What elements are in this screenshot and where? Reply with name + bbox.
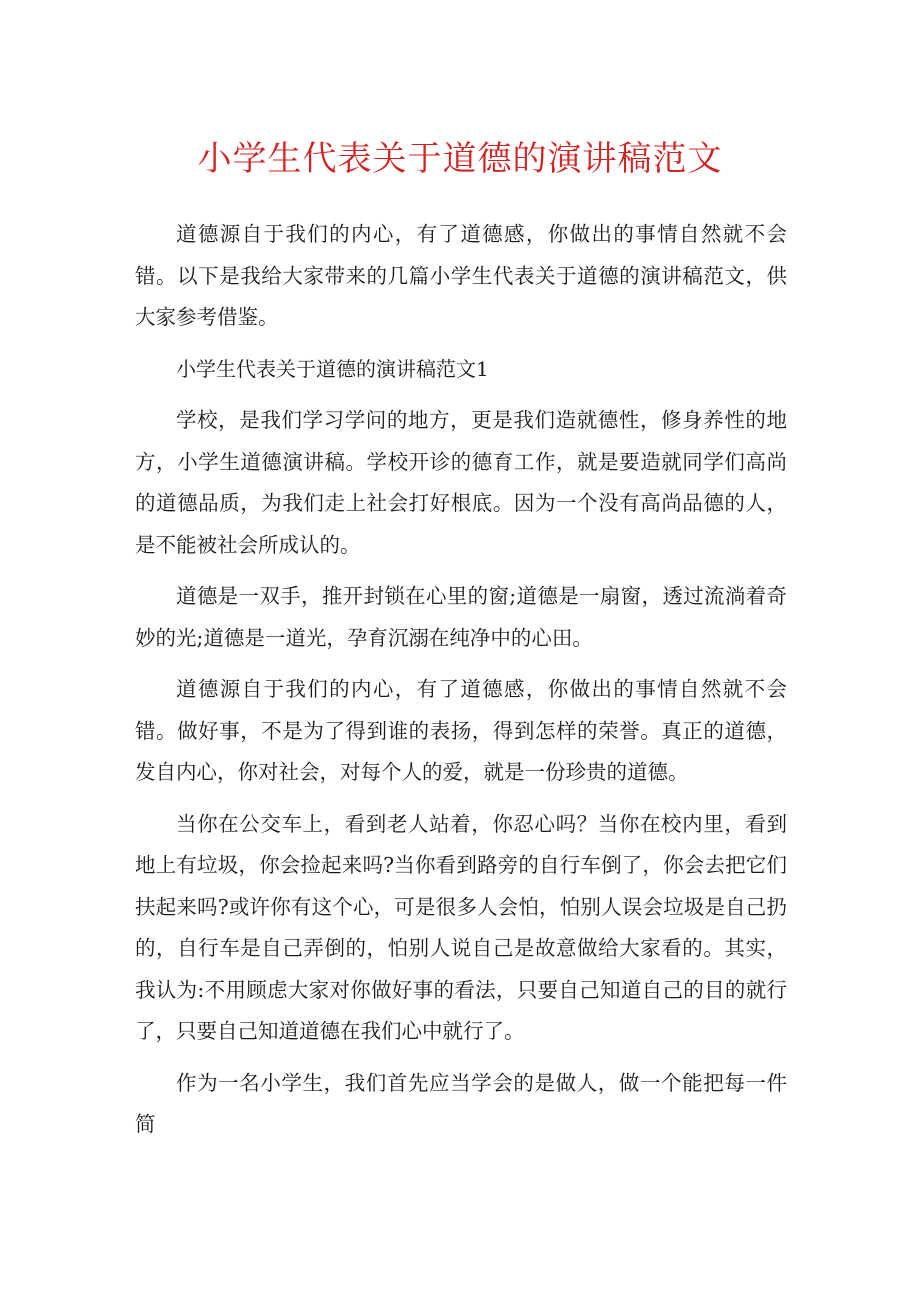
body-paragraph-3: 道德源自于我们的内心，有了道德感，你做出的事情自然就不会错。做好事，不是为了得到谁的表扬，得到怎样的荣誉。真正的道德，发自内心，你对社会，对每个人的爱，就是一份珍贵的道德。 — [135, 677, 787, 784]
body-paragraph-2: 道德是一双手，推开封锁在心里的窗;道德是一扇窗，透过流淌着奇妙的光;道德是一道光，孕育沉溺在纯净中的心田。 — [135, 584, 787, 650]
document-body — [135, 214, 787, 1156]
body-paragraph-5: 作为一名小学生，我们首先应当学会的是做人，做一个能把每一件简 — [135, 1070, 787, 1136]
body-paragraph-1: 学校，是我们学习学问的地方，更是我们造就德性，修身养性的地方，小学生道德演讲稿。学校开诊的德育工作，就是要造就同学们高尚的道德品质，为我们走上社会打好根底。因为一个没有高尚品德的人，是不能被社会所成认的。 — [135, 408, 787, 557]
document-title: 小学生代表关于道德的演讲稿范文 — [197, 139, 723, 179]
section-heading: 小学生代表关于道德的演讲稿范文1 — [176, 356, 489, 381]
intro-paragraph: 道德源自于我们的内心，有了道德感，你做出的事情自然就不会错。以下是我给大家带来的几篇小学生代表关于道德的演讲稿范文，供大家参考借鉴。 — [135, 222, 787, 329]
body-paragraph-4: 当你在公交车上，看到老人站着，你忍心吗？当你在校内里，看到地上有垃圾，你会捡起来吗?当你看到路旁的自行车倒了，你会去把它们扶起来吗?或许你有这个心，可是很多人会怕，怕别人误会垃圾是自己扔的，自行车是自己弄倒的，怕别人说自己是故意做给大家看的。其实，我认为:不用顾虑大家对你做好事的看法，只要自己知道自己的目的就行了，只要自己知道道德在我们心中就行了。 — [135, 811, 787, 1043]
